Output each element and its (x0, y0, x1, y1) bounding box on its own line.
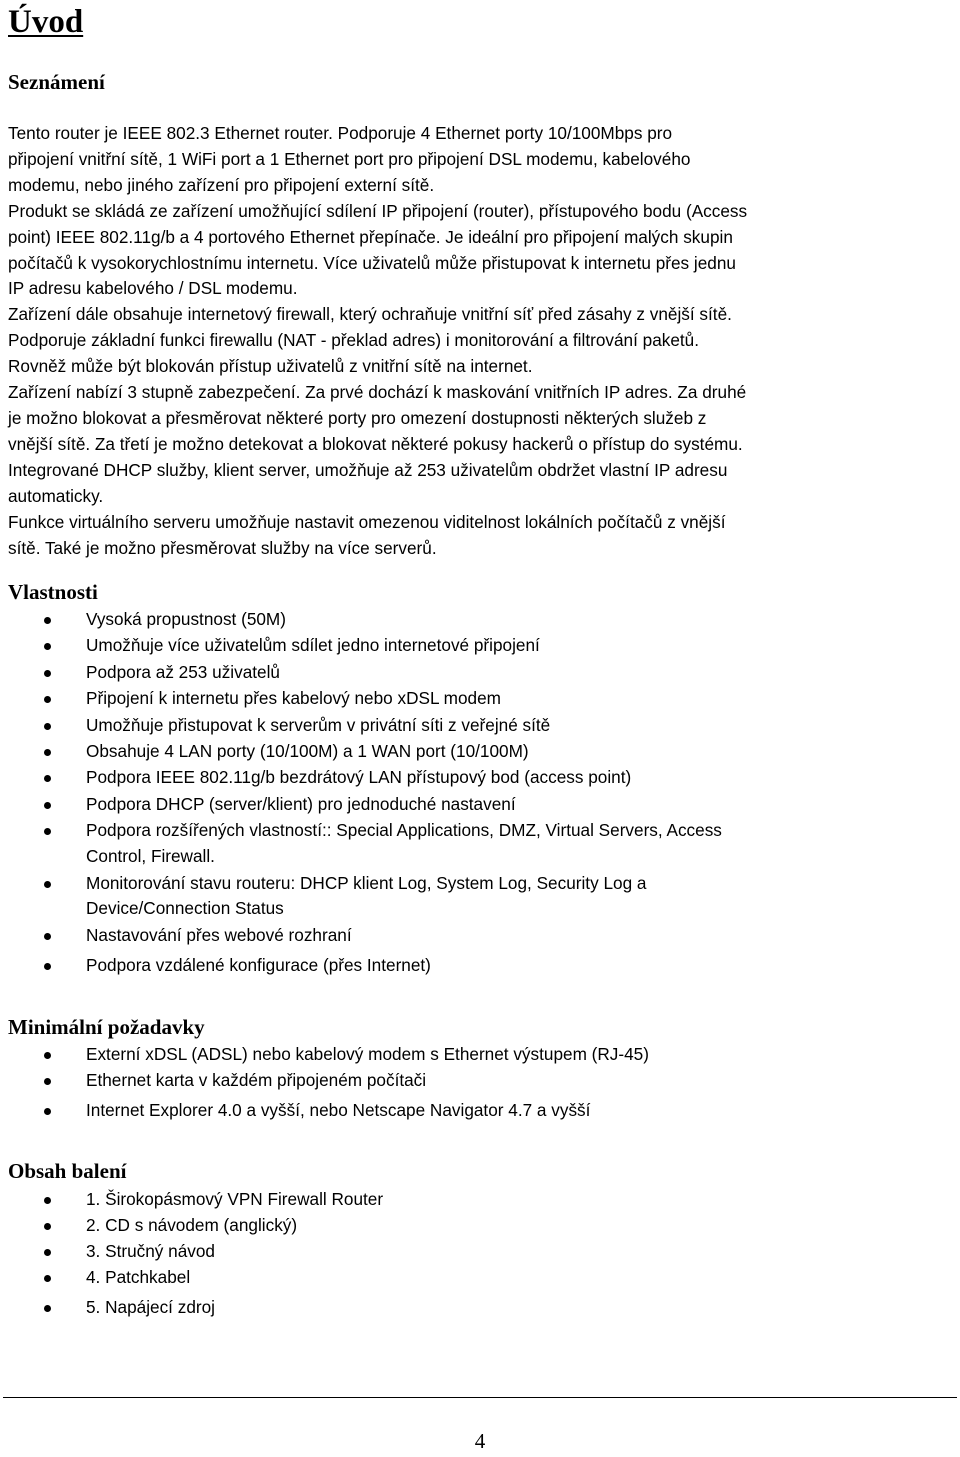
list-item (0, 633, 960, 659)
list-item-text: Podpora rozšířených vlastností:: Special Applications, DMZ, Virtual Servers, Access (86, 820, 722, 841)
text-line: automaticky. (8, 485, 104, 506)
list-item (0, 953, 960, 979)
text-line: IP adresu kabelového / DSL modemu. (8, 278, 298, 299)
list-item-text: Připojení k internetu přes kabelový nebo xDSL modem (86, 688, 501, 709)
text-line: Zařízení dále obsahuje internetový firewall, který ochraňuje vnitřní síť před zásahy z vnější sítě. (8, 304, 732, 325)
list-item-text: Monitorování stavu routeru: DHCP klient Log, System Log, Security Log a (86, 872, 647, 893)
bullet-icon (44, 1223, 51, 1230)
text-line: Rovněž může být blokován přístup uživatelů z vnitřní sítě na internet. (8, 356, 533, 377)
text-line: point) IEEE 802.11g/b a 4 portového Ethernet přepínače. Je ideální pro připojení malých skupin (8, 226, 733, 247)
list-item-text: 3. Stručný návod (86, 1240, 215, 1261)
list-item (0, 792, 960, 818)
list-item-text-continuation: Control, Firewall. (86, 846, 215, 867)
bullet-icon (44, 828, 51, 835)
text-line: Funkce virtuálního serveru umožňuje nastavit omezenou viditelnost lokálních počítačů z vnější (8, 511, 726, 532)
list-item (0, 923, 960, 949)
list-item-text-continuation: Device/Connection Status (86, 898, 284, 919)
text-line: Zařízení nabízí 3 stupně zabezpečení. Za prvé dochází k maskování vnitřních IP adres. Za druhé (8, 382, 747, 403)
list-item-text: Podpora IEEE 802.11g/b bezdrátový LAN přístupový bod (access point) (86, 767, 632, 788)
intro-paragraph (8, 121, 958, 561)
bullet-icon (44, 1078, 51, 1085)
bullet-icon (44, 933, 51, 940)
bullet-icon (44, 749, 51, 756)
text-line: vnější sítě. Za třetí je možno detekovat a blokovat některé pokusy hackerů o přístup do systému. (8, 433, 743, 454)
list-item (0, 1098, 960, 1124)
list-item-text: 5. Napájecí zdroj (86, 1296, 215, 1317)
bullet-icon (44, 881, 51, 888)
list-item (0, 765, 960, 791)
list-item (0, 871, 960, 923)
list-item-text: 1. Širokopásmový VPN Firewall Router (86, 1189, 384, 1209)
package-list (0, 1187, 960, 1321)
section-heading-package: Obsah balení (8, 1159, 127, 1183)
list-item (0, 1239, 960, 1265)
text-line: připojení vnitřní sítě, 1 WiFi port a 1 Ethernet port pro připojení DSL modemu, kabelového (8, 148, 691, 169)
footer-divider (3, 1397, 957, 1398)
list-item (0, 1295, 960, 1321)
list-item (0, 1265, 960, 1291)
text-line: Produkt se skládá ze zařízení umožňující sdílení IP připojení (router), přístupového bodu (Access (8, 200, 748, 221)
list-item-text: Ethernet karta v každém připojeném počítači (86, 1069, 427, 1090)
bullet-icon (44, 1108, 51, 1115)
features-list (0, 607, 960, 979)
bullet-icon (44, 723, 51, 730)
list-item (0, 818, 960, 870)
bullet-icon (44, 696, 51, 703)
bullet-icon (44, 1305, 51, 1312)
bullet-icon (44, 775, 51, 782)
text-line: sítě. Také je možno přesměrovat služby na více serverů. (8, 537, 437, 558)
list-item (0, 713, 960, 739)
list-item-text: Internet Explorer 4.0 a vyšší, nebo Netscape Navigator 4.7 a vyšší (86, 1099, 591, 1120)
text-line: Podporuje základní funkci firewallu (NAT - překlad adres) i monitorování a filtrování paketů. (8, 330, 700, 351)
text-line: Integrované DHCP služby, klient server, umožňuje až 253 uživatelům obdržet vlastní IP adresu (8, 459, 728, 480)
list-item-text: Podpora až 253 uživatelů (86, 661, 280, 682)
text-line: Tento router je IEEE 802.3 Ethernet router. Podporuje 4 Ethernet porty 10/100Mbps pro (8, 123, 673, 143)
section-heading-intro: Seznámení (8, 70, 105, 94)
list-item-text: Nastavování přes webové rozhraní (86, 924, 352, 945)
list-item-text: Externí xDSL (ADSL) nebo kabelový modem s Ethernet výstupem (RJ-45) (86, 1044, 649, 1064)
section-heading-features: Vlastnosti (8, 580, 98, 604)
page-title: Úvod (8, 4, 84, 40)
list-item (0, 1187, 960, 1213)
bullet-icon (44, 963, 51, 970)
list-item-text: Umožňuje přistupovat k serverům v privátní síti z veřejné sítě (86, 714, 551, 735)
bullet-icon (44, 1275, 51, 1282)
bullet-icon (44, 1197, 51, 1204)
text-line: počítačů k vysokorychlostnímu internetu. Více uživatelů může přistupovat k internetu přes jednu (8, 252, 736, 273)
list-item (0, 1042, 960, 1068)
list-item-text: Podpora vzdálené konfigurace (přes Internet) (86, 954, 431, 975)
list-item (0, 686, 960, 712)
list-item-text: Podpora DHCP (server/klient) pro jednoduché nastavení (86, 793, 516, 814)
list-item (0, 1068, 960, 1094)
bullet-icon (44, 1249, 51, 1256)
bullet-icon (44, 1052, 51, 1059)
list-item-text: Vysoká propustnost (50M) (86, 609, 286, 629)
list-item-text: 4. Patchkabel (86, 1266, 191, 1287)
page-number: 4 (474, 1429, 486, 1453)
list-item (0, 660, 960, 686)
bullet-icon (44, 643, 51, 650)
bullet-icon (44, 670, 51, 677)
list-item (0, 607, 960, 633)
list-item (0, 739, 960, 765)
requirements-list (0, 1042, 960, 1124)
list-item-text: 2. CD s návodem (anglický) (86, 1214, 298, 1235)
list-item-text: Umožňuje více uživatelům sdílet jedno internetové připojení (86, 635, 540, 656)
list-item-text: Obsahuje 4 LAN porty (10/100M) a 1 WAN port (10/100M) (86, 741, 529, 762)
list-item (0, 1213, 960, 1239)
text-line: je možno blokovat a přesměrovat některé porty pro omezení dostupnosti některých služeb z (8, 407, 707, 428)
text-line: modemu, nebo jiného zařízení pro připojení externí sítě. (8, 174, 435, 195)
bullet-icon (44, 802, 51, 809)
section-heading-requirements: Minimální požadavky (8, 1015, 205, 1039)
bullet-icon (44, 617, 51, 624)
